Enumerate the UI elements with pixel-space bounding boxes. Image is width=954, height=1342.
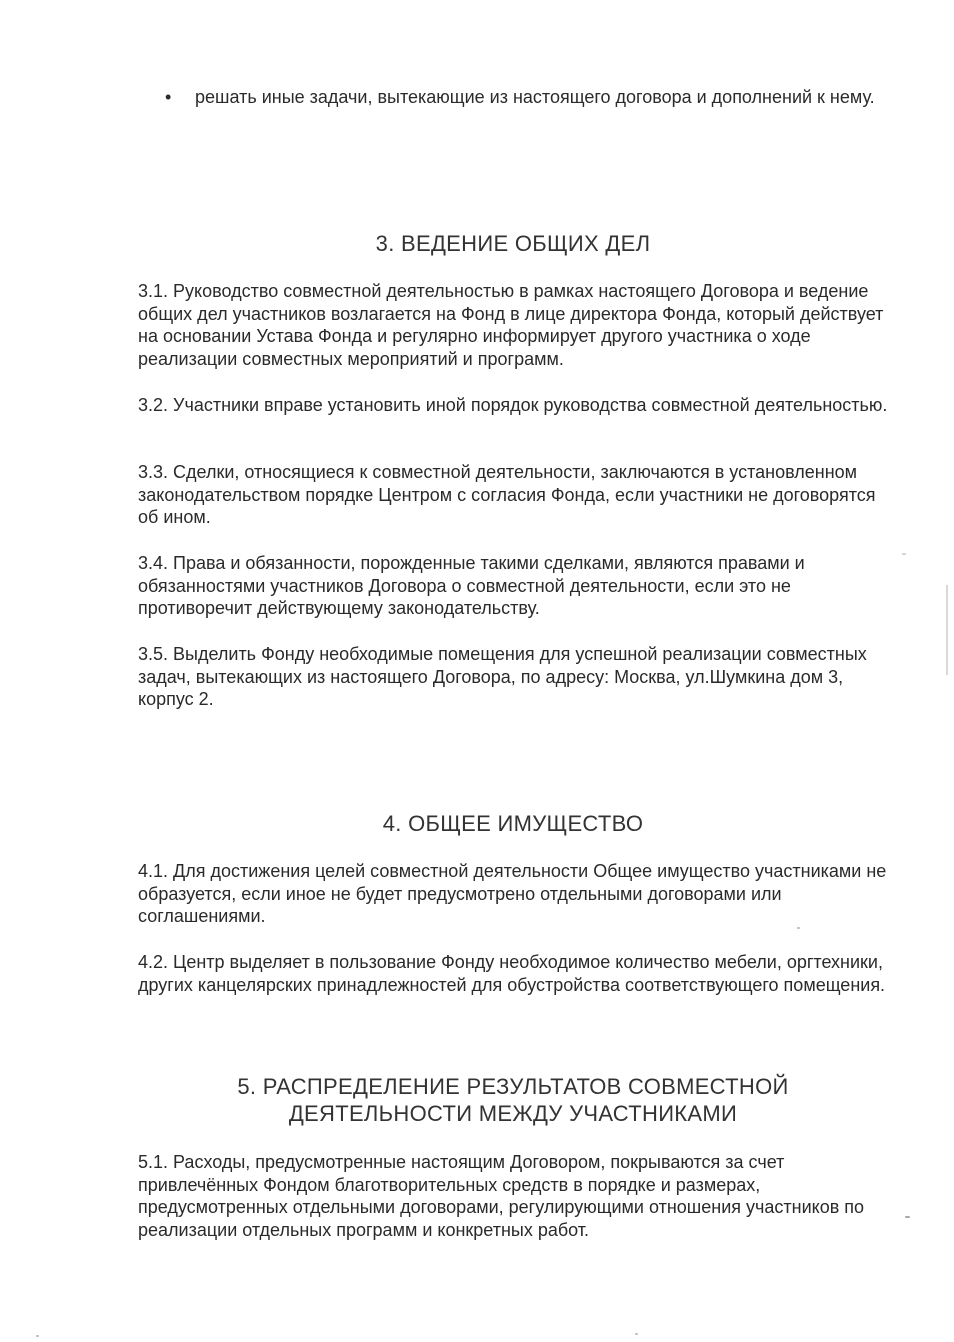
bullet-dot-icon: • xyxy=(165,87,172,107)
paragraph-3-5: 3.5. Выделить Фонду необходимые помещения для успешной реализации совместных задач, вытекающих из настоящего Договора, по адресу: Москва, ул.Шумкина дом 3, корпус 2. xyxy=(138,644,867,709)
paragraph-5-1: 5.1. Расходы, предусмотренные настоящим Договором, покрываются за счет привлечённых Фондом благотворительных средств в порядке и размерах, предусмотренных отдельными договорами, регулирующими отношения участников по реализации отдельных программ и конкретных работ. xyxy=(138,1152,865,1240)
bullet-item xyxy=(165,86,885,109)
section-5-heading-line-1: 5. РАСПРЕДЕЛЕНИЕ РЕЗУЛЬТАТОВ СОВМЕСТНОЙ xyxy=(237,1074,789,1099)
bullet-text: решать иные задачи, вытекающие из настоящего договора и дополнений к нему. xyxy=(195,87,875,107)
scan-edge-mark xyxy=(946,585,948,675)
paragraph-4-1: 4.1. Для достижения целей совместной деятельности Общее имущество участниками не образуется, если иное не будет предусмотрено отдельными договорами или соглашениями. xyxy=(138,861,887,926)
scan-speck xyxy=(36,1335,39,1337)
section-5-heading-line-2: ДЕЯТЕЛЬНОСТИ МЕЖДУ УЧАСТНИКАМИ xyxy=(288,1101,738,1126)
paragraph-3-4: 3.4. Права и обязанности, порожденные такими сделками, являются правами и обязанностями участников Договора о совместной деятельности, если это не противоречит действующему законодательству. xyxy=(138,553,805,618)
scan-speck xyxy=(635,1333,638,1335)
section-4-heading: 4. ОБЩЕЕ ИМУЩЕСТВО xyxy=(382,811,644,836)
paragraph-3-3: 3.3. Сделки, относящиеся к совместной деятельности, заключаются в установленном законодательством порядке Центром с согласия Фонда, если участники не договорятся об ином. xyxy=(138,462,876,527)
scan-speck xyxy=(905,1216,910,1218)
scan-speck xyxy=(797,927,800,929)
scan-speck xyxy=(902,553,906,555)
paragraph-4-2: 4.2. Центр выделяет в пользование Фонду необходимое количество мебели, оргтехники, других канцелярских принадлежностей для обустройства соответствующего помещения. xyxy=(138,952,886,995)
paragraph-3-1: 3.1. Руководство совместной деятельностью в рамках настоящего Договора и ведение общих дел участников возлагается на Фонд в лице директора Фонда, который действует на основании Устава Фонда и регулярно информирует другого участника о ходе реализации совместных мероприятий и программ. xyxy=(138,281,884,369)
section-5-heading xyxy=(150,1073,876,1127)
section-3-heading: 3. ВЕДЕНИЕ ОБЩИХ ДЕЛ xyxy=(375,231,651,256)
paragraph-3-2: 3.2. Участники вправе установить иной порядок руководства совместной деятельностью. xyxy=(138,395,888,415)
